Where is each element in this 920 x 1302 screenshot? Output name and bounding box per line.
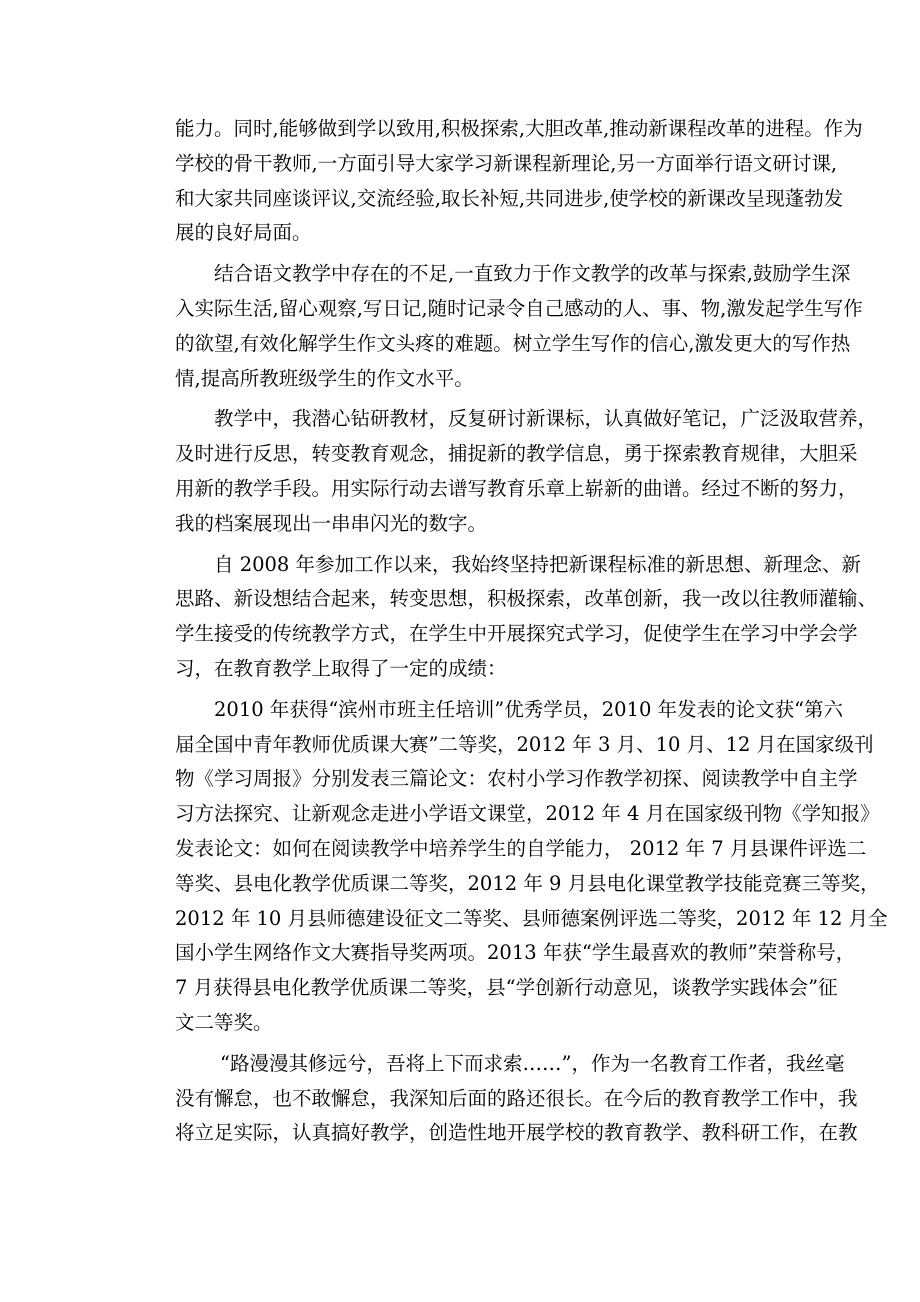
paragraph: [175, 257, 863, 396]
text-line: 2010 年获得“滨州市班主任培训”优秀学员，2010 年发表的论文获“第六: [214, 697, 844, 721]
paragraph: [175, 1047, 858, 1151]
text-line: 入实际生活,留心观察,写日记,随时记录令自己感动的人、事、物,激发起学生写作: [175, 296, 863, 320]
text-line: 习，在教育教学上取得了一定的成绩：: [175, 656, 507, 680]
text-line: 学校的骨干教师,一方面引导大家学习新课程新理论,另一方面举行语文研讨课,: [175, 151, 838, 175]
text-line: 将立足实际，认真搞好教学，创造性地开展学校的教育教学、教科研工作，在教: [175, 1121, 858, 1145]
text-line: 2012 年 10 月县师德建设征文二等奖、县师德案例评选二等奖，2012 年 12 月全: [175, 906, 888, 930]
document-body: [175, 112, 888, 1151]
text-line: 用新的教学手段。用实际行动去谱写教育乐章上崭新的曲谱。经过不断的努力，: [175, 476, 858, 500]
text-line: 国小学生网络作文大赛指导奖两项。2013 年获“学生最喜欢的教师”荣誉称号，: [175, 941, 856, 965]
text-line: 教学中，我潜心钻研教材，反复研讨新课标，认真做好笔记，广泛汲取营养，: [214, 407, 878, 431]
text-line: 和大家共同座谈评议,交流经验,取长补短,共同进步,使学校的新课改呈现蓬勃发: [175, 186, 844, 210]
paragraph: [175, 548, 878, 687]
text-line: 展的良好局面。: [175, 221, 312, 245]
text-line: 没有懈怠，也不敢懈怠，我深知后面的路还很长。在今后的教育教学工作中，我: [175, 1086, 858, 1110]
text-line: 学生接受的传统教学方式，在学生中开展探究式学习，促使学生在学习中学会学: [175, 622, 858, 646]
text-line: 及时进行反思，转变教育观念，捕捉新的教学信息，勇于探索教育规律，大胆采: [175, 442, 858, 466]
paragraph: [175, 693, 888, 1041]
text-line: 我的档案展现出一串串闪光的数字。: [175, 511, 488, 535]
text-line: 思路、新设想结合起来，转变思想，积极探索，改革创新，我一改以往教师灌输、: [175, 587, 878, 611]
text-line: 7 月获得县电化教学优质课二等奖，县“学创新行动意见，谈教学实践体会”征: [175, 976, 838, 1000]
text-line: 物《学习周报》分别发表三篇论文：农村小学习作教学初探、阅读教学中自主学: [175, 767, 858, 791]
text-line: 发表论文：如何在阅读教学中培养学生的自学能力， 2012 年 7 月县课件评选二: [175, 836, 867, 860]
text-line: 能力。同时,能够做到学以致用,积极探索,大胆改革,推动新课程改革的进程。作为: [175, 117, 863, 140]
paragraph: [175, 402, 878, 541]
text-line: 文二等奖。: [175, 1010, 273, 1034]
text-line: “路漫漫其修远兮，吾将上下而求索……”，作为一名教育工作者，我丝毫: [220, 1051, 845, 1075]
text-line: 自 2008 年参加工作以来，我始终坚持把新课程标准的新思想、新理念、新: [214, 552, 862, 576]
text-line: 届全国中青年教师优质课大赛”二等奖，2012 年 3 月、10 月、12 月在国家级刊: [175, 732, 874, 756]
text-line: 等奖、县电化教学优质课二等奖，2012 年 9 月县电化课堂教学技能竞赛三等奖，: [175, 871, 880, 895]
text-line: 情,提高所教班级学生的作文水平。: [175, 366, 474, 390]
paragraph: [175, 112, 863, 251]
text-line: 的欲望,有效化解学生作文头疼的难题。树立学生写作的信心,激发更大的写作热: [175, 331, 851, 355]
text-line: 结合语文教学中存在的不足,一直致力于作文教学的改革与探索,鼓励学生深: [214, 262, 851, 286]
text-line: 习方法探究、让新观念走进小学语文课堂，2012 年 4 月在国家级刊物《学知报》: [175, 802, 880, 826]
